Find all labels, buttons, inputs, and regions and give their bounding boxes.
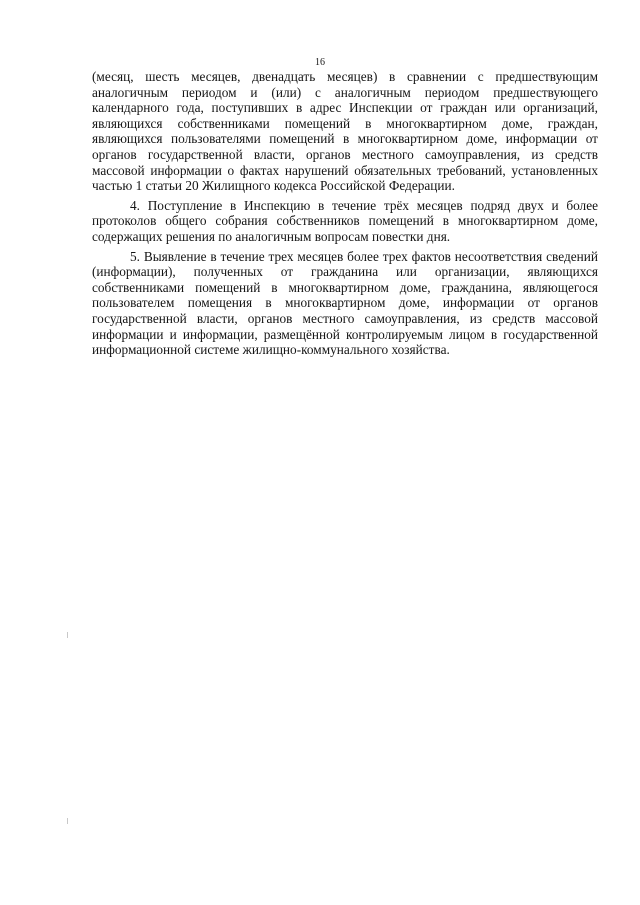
paragraph-continuation: (месяц, шесть месяцев, двенадцать месяцев) в сравнении с предшествующим аналогичным периодом и (или) с аналогичным периодом предшествующего календарного года, поступивших в адрес Инспекции от граждан или организаций, являющихся собственниками помещений в многоквартирном доме, граждан, являющихся пользователями помещений в многоквартирном доме, информации от органов государственной власти, органов местного самоуправления, из средств массовой информации о фактах нарушений обязательных требований, установленных частью 1 статьи 20 Жилищного кодекса Российской Федерации. [92, 69, 598, 194]
page-number: 16 [315, 57, 325, 68]
document-body [92, 69, 598, 362]
paragraph-item-4: 4. Поступление в Инспекцию в течение трёх месяцев подряд двух и более протоколов общего собрания собственников помещений в многоквартирном доме, содержащих решения по аналогичным вопросам повестки дня. [92, 197, 598, 244]
paragraph-item-5: 5. Выявление в течение трех месяцев более трех фактов несоответствия сведений (информации), полученных от гражданина или организации, являющихся собственниками помещений в многоквартирном доме, гражданина, являющегося пользователем помещения в многоквартирном доме, информации от органов государственной власти, органов местного самоуправления, из средств массовой информации и информации, размещённой контролируемым лицом в государственной информационной системе жилищно-коммунального хозяйства. [92, 248, 598, 358]
scan-margin-mark-upper [67, 632, 68, 638]
scan-margin-mark-lower [67, 818, 68, 824]
